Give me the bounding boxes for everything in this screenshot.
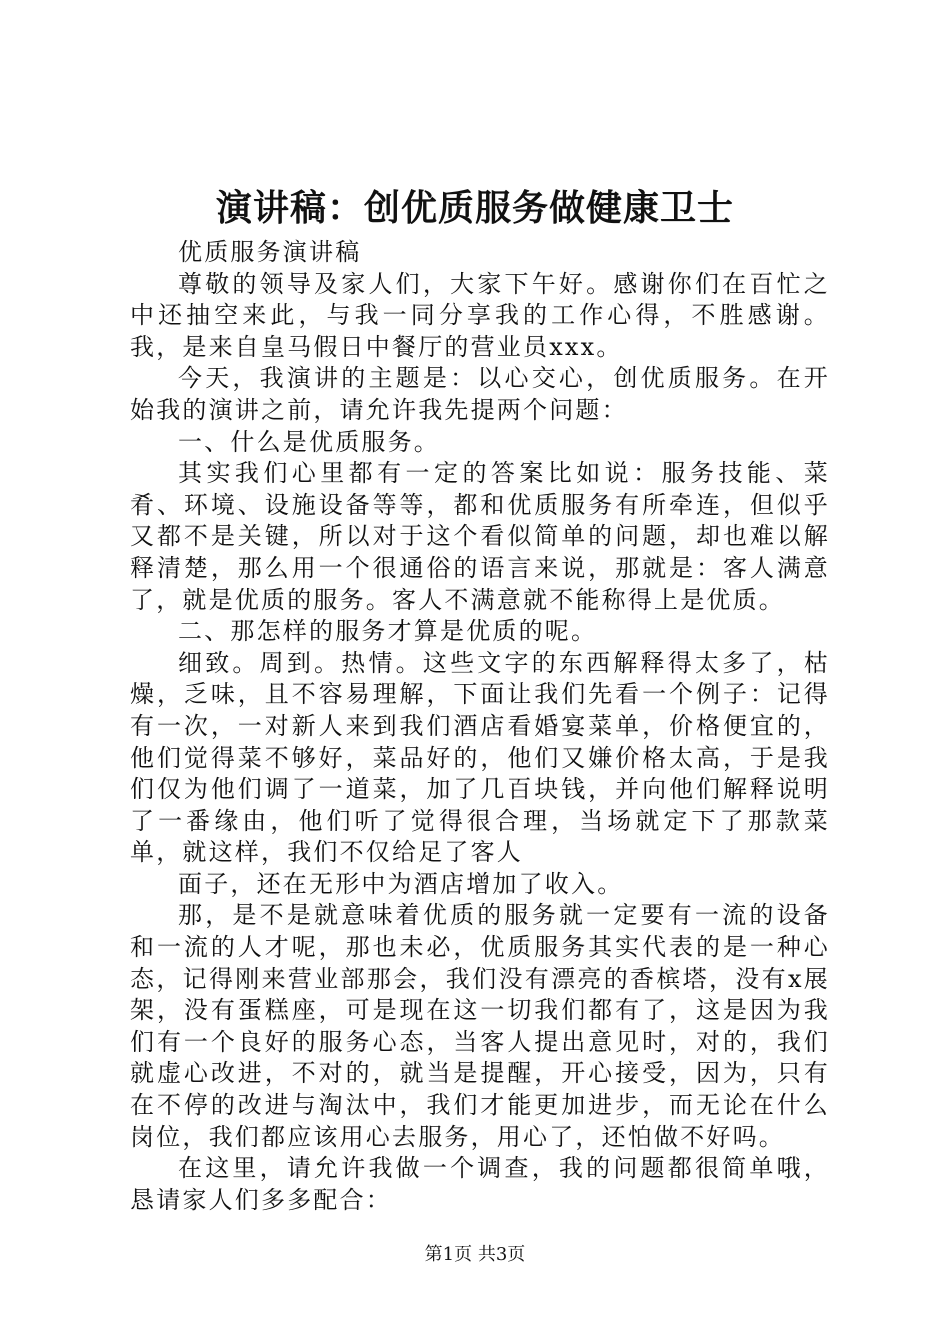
paragraph-example: 细致。周到。热情。这些文字的东西解释得太多了，枯燥，乏味，且不容易理解，下面让我们先看一个例子：记得有一次，一对新人来到我们酒店看婚宴菜单，价格便宜的，他们觉得菜不够好，菜品好的，他们又嫌价格太高，于是我们仅为他们调了一道菜，加了几百块钱，并向他们解释说明了一番缘由，他们听了觉得很合理，当场就定下了那款菜单，就这样，我们不仅给足了客人: [130, 648, 830, 867]
paragraph-greeting: 尊敬的领导及家人们，大家下午好。感谢你们在百忙之中还抽空来此，与我一同分享我的工作心得，不胜感谢。我，是来自皇马假日中餐厅的营业员xxx。: [130, 269, 830, 361]
paragraph-question-one: 一、什么是优质服务。: [178, 427, 440, 456]
paragraph-subtitle: 优质服务演讲稿: [178, 238, 362, 266]
paragraph-question-two: 二、那怎样的服务才算是优质的呢。: [178, 617, 598, 646]
paragraph-example-end: 面子，还在无形中为酒店增加了收入。: [178, 869, 624, 898]
page-number-footer: 第1页 共3页: [424, 1244, 526, 1265]
paragraph-attitude: 那，是不是就意味着优质的服务就一定要有一流的设备和一流的人才呢，那也未必，优质服务其实代表的是一种心态，记得刚来营业部那会，我们没有漂亮的香槟塔，没有x展架，没有蛋糕座，可是现在这一切我们都有了，这是因为我们有一个良好的服务心态，当客人提出意见时，对的，我们就虚心改进，不对的，就当是提醒，开心接受，因为，只有在不停的改进与淘汰中，我们才能更加进步，而无论在什么岗位，我们都应该用心去服务，用心了，还怕做不好吗。: [130, 901, 830, 1151]
paragraph-survey: 在这里，请允许我做一个调查，我的问题都很简单哦，恳请家人们多多配合：: [130, 1154, 830, 1214]
paragraph-answer-one: 其实我们心里都有一定的答案比如说：服务技能、菜肴、环境、设施设备等等，都和优质服务有所牵连，但似乎又都不是关键，所以对于这个看似简单的问题，却也难以解释清楚，那么用一个很通俗的语言来说，那就是：客人满意了，就是优质的服务。客人不满意就不能称得上是优质。: [130, 459, 830, 614]
document-body: [130, 237, 830, 1216]
paragraph-topic: 今天，我演讲的主题是：以心交心，创优质服务。在开始我的演讲之前，请允许我先提两个问题：: [130, 364, 830, 424]
document-title: 演讲稿：创优质服务做健康卫士: [215, 187, 734, 229]
